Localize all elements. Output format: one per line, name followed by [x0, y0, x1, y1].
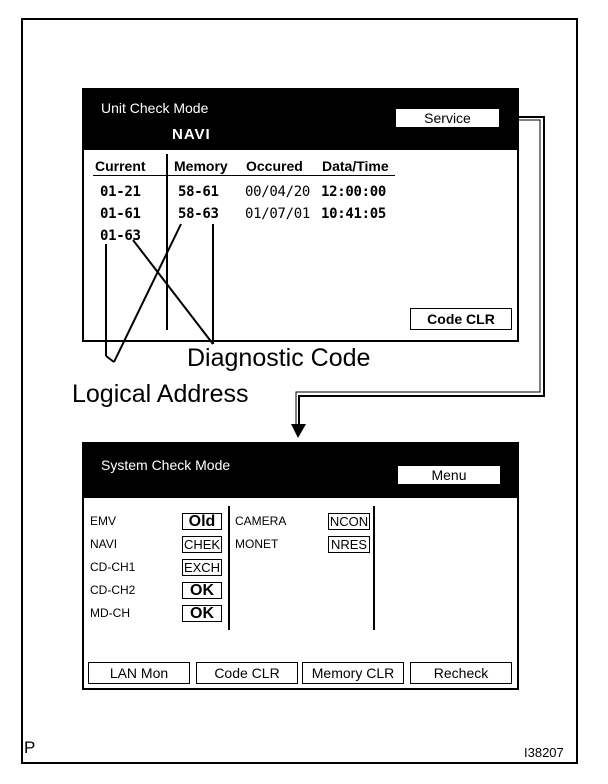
- header-current: Current: [95, 158, 146, 174]
- device-name: CD-CH1: [90, 560, 136, 574]
- service-connector-inner: [296, 120, 540, 424]
- figure-id: I38207: [524, 745, 564, 760]
- device-name: EMV: [90, 514, 117, 528]
- diagnostic-code-pointer: [133, 240, 213, 344]
- lan-mon-button[interactable]: LAN Mon: [88, 662, 190, 684]
- device-name: CAMERA: [235, 514, 287, 528]
- header-memory: Memory: [174, 158, 228, 174]
- memory-code: 58-61: [178, 184, 219, 200]
- system-check-title: System Check Mode: [101, 457, 231, 473]
- memory-clr-button[interactable]: Memory CLR: [302, 662, 404, 684]
- unit-check-subtitle: NAVI: [172, 126, 211, 143]
- device-status-badge[interactable]: Old: [182, 513, 222, 530]
- header-datetime: Data/Time: [322, 158, 389, 174]
- device-name: MONET: [235, 537, 279, 551]
- current-code: 01-63: [100, 228, 141, 244]
- device-name: MD-CH: [90, 606, 130, 620]
- device-name: NAVI: [90, 537, 118, 551]
- logical-address-label: Logical Address: [72, 380, 249, 408]
- unit-check-title: Unit Check Mode: [101, 100, 209, 116]
- device-status-badge[interactable]: NCON: [329, 514, 369, 529]
- menu-button[interactable]: Menu: [397, 465, 501, 485]
- event-time: 12:00:00: [321, 184, 387, 200]
- recheck-button[interactable]: Recheck: [410, 662, 512, 684]
- event-time: 10:41:05: [321, 206, 387, 222]
- current-code: 01-21: [100, 184, 141, 200]
- device-status-badge[interactable]: EXCH: [183, 560, 221, 575]
- service-connector: [299, 117, 544, 424]
- occured-date: 00/04/20: [245, 184, 311, 200]
- occured-date: 01/07/01: [245, 206, 311, 222]
- corner-letter: P: [24, 738, 36, 757]
- memory-code: 58-63: [178, 206, 219, 222]
- current-code: 01-61: [100, 206, 141, 222]
- device-status-badge[interactable]: OK: [182, 605, 222, 622]
- device-status-badge[interactable]: NRES: [328, 536, 370, 553]
- code-clr-button[interactable]: Code CLR: [196, 662, 298, 684]
- diagnostic-code-label: Diagnostic Code: [187, 344, 371, 372]
- device-status-badge[interactable]: CHEK: [183, 537, 221, 552]
- logical-address-pointer: [106, 356, 114, 362]
- logical-address-pointer: [114, 224, 181, 362]
- service-button[interactable]: Service: [395, 108, 500, 128]
- code-clr-button[interactable]: Code CLR: [410, 308, 512, 330]
- device-name: CD-CH2: [90, 583, 136, 597]
- device-status-badge[interactable]: OK: [182, 582, 222, 599]
- connector-arrowhead: [291, 424, 306, 438]
- header-occured: Occured: [246, 158, 303, 174]
